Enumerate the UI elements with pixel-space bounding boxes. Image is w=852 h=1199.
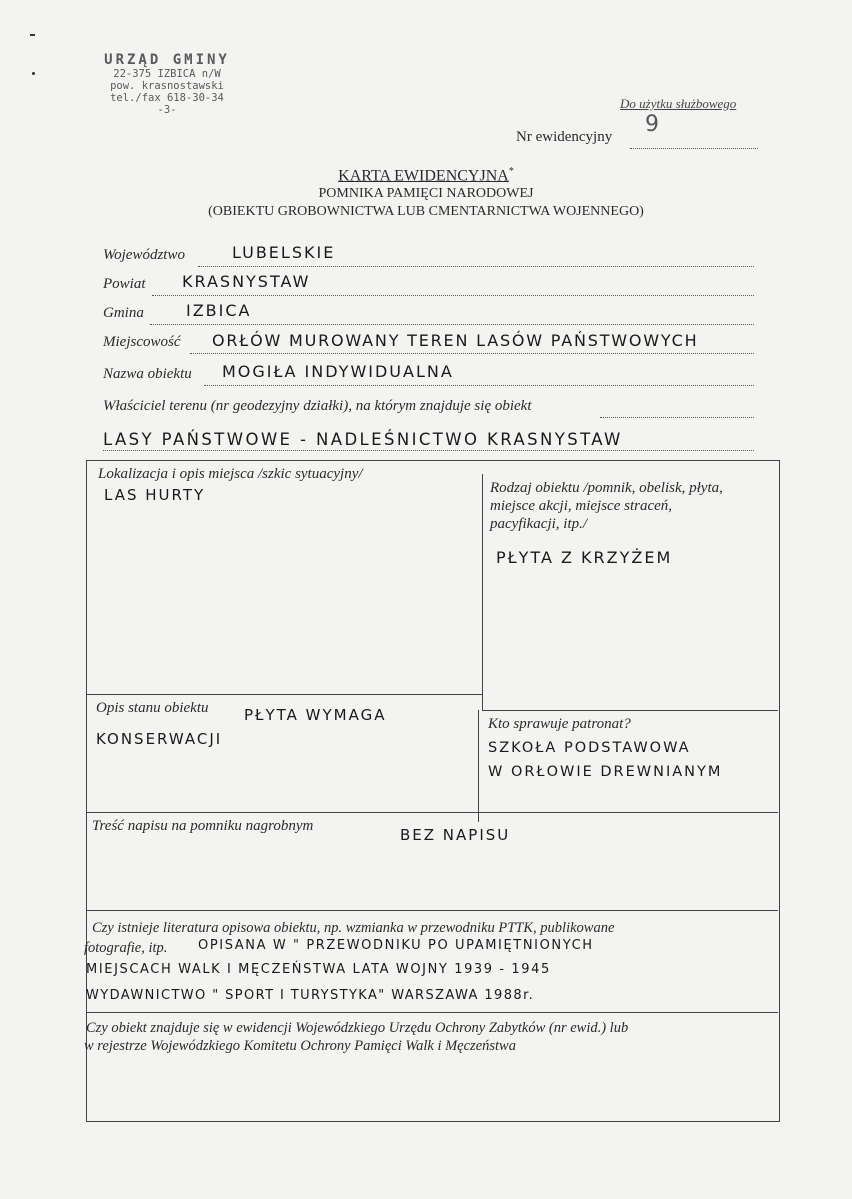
line-miejscowosc [190,353,754,354]
label-ewidencja-1: Czy obiekt znajduje się w ewidencji Wojewódzkiego Urzędu Ochrony Zabytków (nr ewid.) lub [86,1020,629,1036]
evidence-number-label: Nr ewidencyjny [516,129,613,145]
line-nazwa-obiektu [204,385,754,386]
value-rodzaj-obiektu[interactable]: PŁYTA Z KRZYŻEM [496,548,673,567]
value-nazwa-obiektu[interactable]: MOGIŁA INDYWIDUALNA [222,362,454,381]
line-gmina [150,324,754,325]
form-title-text: KARTA EWIDENCYJNA [338,167,509,185]
evidence-number [516,128,612,146]
value-literatura-1[interactable]: OPISANA W " PRZEWODNIKU PO UPAMIĘTNIONYCH [198,938,594,953]
label-tresc-napisu: Treść napisu na pomniku nagrobnym [92,818,314,834]
label-gmina: Gmina [103,305,144,321]
label-literatura-1: Czy istnieje literatura opisowa obiektu, np. wzmianka w przewodniku PTTK, publikowane [92,920,615,936]
form-subtitle-2: (OBIEKTU GROBOWNICTWA LUB CMENTARNICTWA WOJENNEGO) [208,204,644,219]
margin-mark [30,34,35,36]
value-patronat-2[interactable]: W ORŁOWIE DREWNIANYM [488,764,723,780]
table-divider-3 [86,812,778,813]
table-divider-vertical-2 [478,710,479,822]
line-wlasciciel-1 [600,417,754,418]
label-opis-stanu: Opis stanu obiektu [96,700,209,716]
title-asterisk: * [508,166,514,177]
value-patronat-1[interactable]: SZKOŁA PODSTAWOWA [488,740,691,756]
label-rodzaj-obiektu-1: Rodzaj obiektu /pomnik, obelisk, płyta, [490,480,723,496]
label-rodzaj-obiektu-3: pacyfikacji, itp./ [490,516,588,532]
table-divider-1 [482,710,778,711]
table-divider-2 [86,694,482,695]
label-patronat: Kto sprawuje patronat? [488,716,631,732]
label-literatura-2: fotografie, itp. [84,940,168,956]
value-miejscowosc[interactable]: ORŁÓW MUROWANY TEREN LASÓW PAŃSTWOWYCH [212,331,699,350]
label-lokalizacja: Lokalizacja i opis miejsca /szkic sytuacyjny/ [98,466,363,482]
value-wojewodztwo[interactable]: LUBELSKIE [232,243,336,262]
label-rodzaj-obiektu-2: miejsce akcji, miejsce straceń, [490,498,673,514]
table-divider-vertical-1 [482,474,483,710]
label-miejscowosc: Miejscowość [103,334,181,350]
value-literatura-2[interactable]: MIEJSCACH WALK I MĘCZEŃSTWA LATA WOJNY 1939 - 1945 [86,962,551,977]
line-powiat [152,295,754,296]
label-powiat: Powiat [103,276,146,292]
stamp-line: pow. krasnostawski [110,80,224,93]
stamp-line: URZĄD GMINY [104,52,230,68]
form-subtitle-1: POMNIKA PAMIĘCI NARODOWEJ [318,186,534,201]
value-tresc-napisu[interactable]: BEZ NAPISU [400,826,511,844]
label-wojewodztwo: Województwo [103,247,185,263]
label-nazwa-obiektu: Nazwa obiektu [103,366,192,382]
label-wlasciciel: Właściciel terenu (nr geodezyjny działki), na którym znajduje się obiekt [103,398,532,414]
evidence-number-line [630,148,758,149]
form-title [0,166,852,185]
label-ewidencja-2: w rejestrze Wojewódzkiego Komitetu Ochrony Pamięci Walk i Męczeństwa [84,1038,516,1054]
value-opis-stanu-1[interactable]: PŁYTA WYMAGA [244,706,387,724]
stamp-line: -3- [157,104,177,117]
table-divider-5 [86,1012,778,1013]
line-wlasciciel-2 [103,450,754,451]
value-wlasciciel[interactable]: LASY PAŃSTWOWE - NADLEŚNICTWO KRASNYSTAW [103,430,623,449]
value-gmina[interactable]: IZBICA [186,301,252,320]
evidence-number-value: 9 [645,112,661,137]
stamp-line: 22-375 IZBICA n/W [113,68,221,81]
office-stamp [72,52,262,116]
table-divider-4 [86,910,778,911]
service-use-note: Do użytku służbowego [620,96,737,111]
margin-mark [32,72,35,75]
value-opis-stanu-2[interactable]: KONSERWACJI [96,730,223,748]
stamp-line: tel./fax 618-30-34 [110,92,224,105]
value-literatura-3[interactable]: WYDAWNICTWO " SPORT I TURYSTYKA" WARSZAWA 1988r. [86,988,535,1003]
ewidencja-answer-area[interactable] [90,1062,770,1112]
value-powiat[interactable]: KRASNYSTAW [182,272,311,291]
line-wojewodztwo [198,266,754,267]
value-lokalizacja[interactable]: LAS HURTY [104,486,206,504]
